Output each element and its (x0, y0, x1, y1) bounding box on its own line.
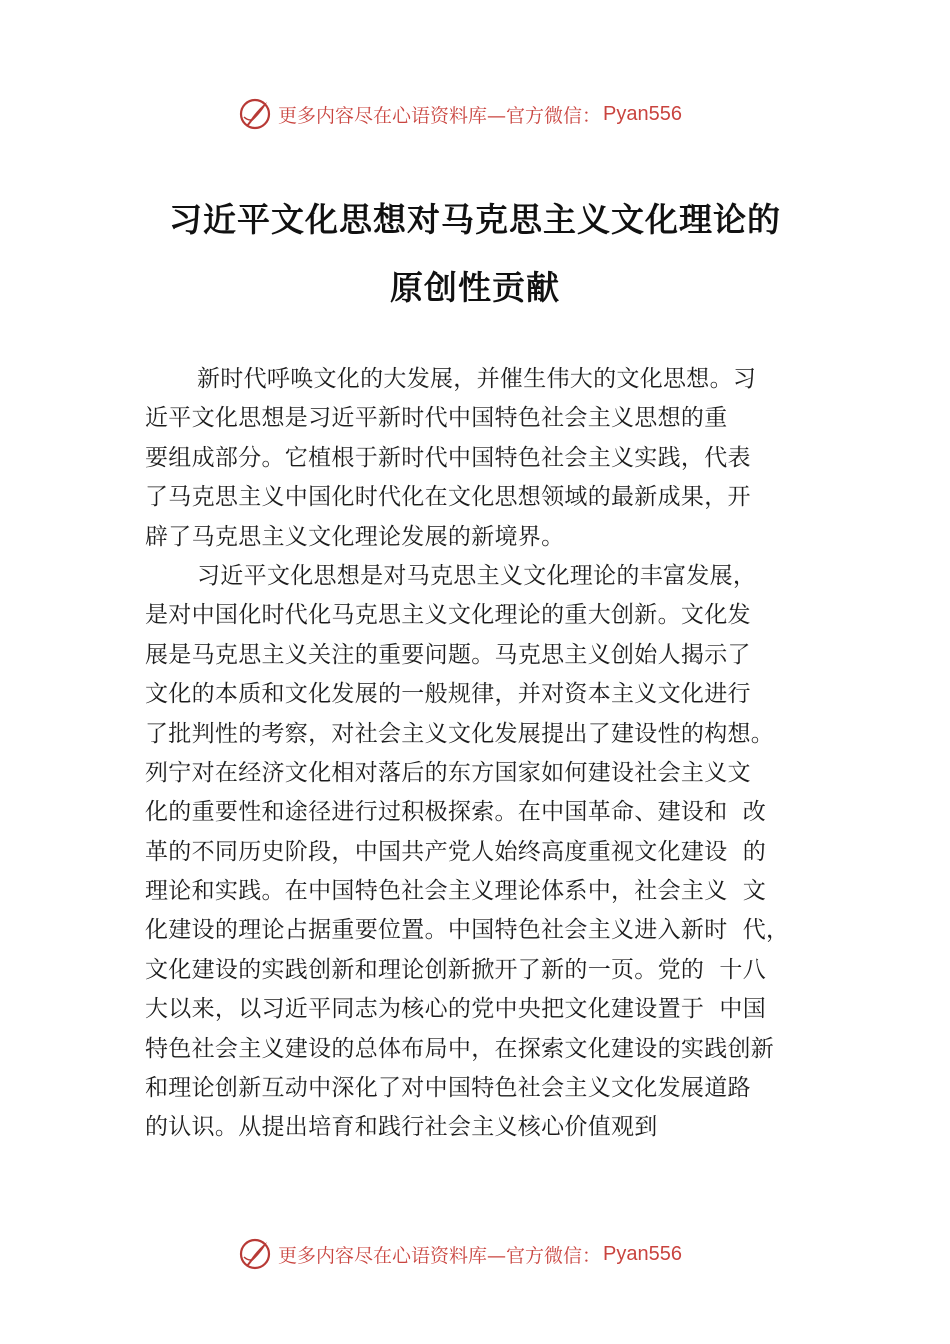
body-line: 化的重要性和途径进行过积极探索。在中国革命、建设和 改 (145, 799, 767, 826)
body-line: 辟了马克思主义文化理论发展的新境界。 (145, 523, 565, 550)
body-line: 文化建设的实践创新和理论创新掀开了新的一页。党的 十八 (145, 956, 767, 983)
body-line: 革的不同历史阶段，中国共产党人始终高度重视文化建设 的 (145, 838, 767, 865)
body-line: 和理论创新互动中深化了对中国特色社会主义文化发展道路 (145, 1075, 751, 1102)
body-line: 了马克思主义中国化时代化在文化思想领域的最新成果，开 (145, 484, 751, 511)
wechat-id: Pyan556 (603, 1242, 682, 1265)
banner-text: 更多内容尽在心语资料库—官方微信： (278, 1244, 602, 1267)
body-line: 化建设的理论占据重要位置。中国特色社会主义进入新时 代， (145, 917, 790, 944)
footer-banner (238, 1236, 682, 1272)
body-line: 习近平文化思想是对马克思主义文化理论的丰富发展， (197, 562, 757, 589)
quill-pen-logo-icon (238, 97, 272, 131)
body-line: 文化的本质和文化发展的一般规律，并对资本主义文化进行 (145, 681, 751, 708)
body-line: 展是马克思主义关注的重要问题。马克思主义创始人揭示了 (145, 641, 751, 668)
body-line: 的认识。从提出培育和践行社会主义核心价值观到 (145, 1114, 658, 1141)
body-line: 了批判性的考察，对社会主义文化发展提出了建设性的构想。 (145, 720, 775, 747)
body-line: 新时代呼唤文化的大发展，并催生伟大的文化思想。习 (197, 366, 757, 392)
banner-text: 更多内容尽在心语资料库—官方微信： (278, 104, 602, 127)
body-line: 理论和实践。在中国特色社会主义理论体系中，社会主义 文 (145, 878, 767, 905)
document-body (145, 360, 830, 1148)
body-line: 是对中国化时代化马克思主义文化理论的重大创新。文化发 (145, 602, 751, 629)
quill-pen-logo-icon (238, 1237, 272, 1271)
body-line: 要组成部分。它植根于新时代中国特色社会主义实践，代表 (145, 444, 751, 471)
document-title-line-1: 习近平文化思想对马克思主义文化理论的 (169, 200, 781, 239)
body-line: 大以来，以习近平同志为核心的党中央把文化建设置于 中国 (145, 996, 767, 1023)
body-line: 列宁对在经济文化相对落后的东方国家如何建设社会主义文 (145, 759, 751, 786)
wechat-id: Pyan556 (603, 102, 682, 125)
body-line: 近平文化思想是习近平新时代中国特色社会主义思想的重 (145, 405, 728, 432)
header-banner (238, 96, 682, 132)
body-line: 特色社会主义建设的总体布局中，在探索文化建设的实践创新 (145, 1035, 775, 1062)
document-title-line-2: 原创性贡献 (390, 268, 560, 307)
